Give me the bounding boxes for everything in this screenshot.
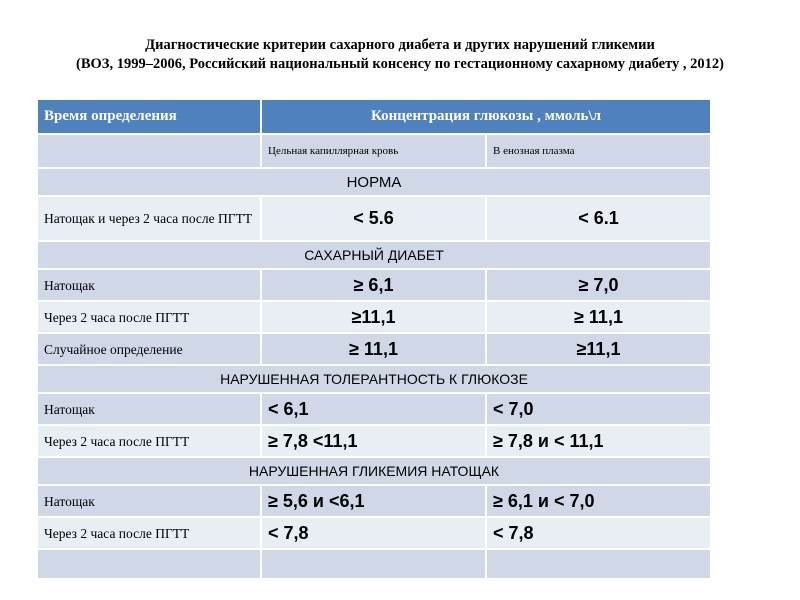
row-label: Натощак — [37, 485, 261, 517]
venous-value: ≥ 7,0 — [486, 269, 711, 301]
table-row — [37, 393, 711, 425]
table-row — [37, 196, 711, 241]
document-title — [40, 36, 760, 74]
capillary-value: ≥ 5,6 и <6,1 — [261, 485, 486, 517]
capillary-value: ≥ 11,1 — [261, 333, 486, 365]
row-label: Натощак — [37, 269, 261, 301]
title-line-1: Диагностические критерии сахарного диабета и других нарушений гликемии — [145, 37, 655, 53]
criteria-table — [36, 98, 712, 580]
section-row — [37, 365, 711, 393]
capillary-value: < 7,8 — [261, 517, 486, 549]
table-row — [37, 333, 711, 365]
capillary-value: < 5.6 — [261, 196, 486, 241]
table-row — [37, 485, 711, 517]
section-title-impaired-tolerance: НАРУШЕННАЯ ТОЛЕРАНТНОСТЬ К ГЛЮКОЗЕ — [37, 365, 711, 393]
row-label: Натощак — [37, 393, 261, 425]
table-row — [37, 269, 711, 301]
title-line-2: (ВОЗ, 1999–2006, Российский национальный консенсу по гестационному сахарному диабету , 2012) — [76, 56, 724, 72]
venous-value: ≥11,1 — [486, 333, 711, 365]
capillary-value: ≥ 6,1 — [261, 269, 486, 301]
subheader-capillary: Цельная капиллярная кровь — [261, 134, 486, 168]
row-label: Случайное определение — [37, 333, 261, 365]
section-title-norm: НОРМА — [37, 168, 711, 196]
empty-cell — [261, 549, 486, 579]
table-row — [37, 301, 711, 333]
capillary-value: < 6,1 — [261, 393, 486, 425]
table-row — [37, 517, 711, 549]
header-concentration: Концентрация глюкозы , ммоль\л — [261, 99, 711, 134]
table-row-empty — [37, 549, 711, 579]
capillary-value: ≥11,1 — [261, 301, 486, 333]
section-row — [37, 241, 711, 269]
empty-cell — [37, 549, 261, 579]
venous-value: < 7,8 — [486, 517, 711, 549]
row-label: Через 2 часа после ПГТТ — [37, 301, 261, 333]
row-label: Через 2 часа после ПГТТ — [37, 425, 261, 457]
venous-value: ≥ 6,1 и < 7,0 — [486, 485, 711, 517]
venous-value: < 6.1 — [486, 196, 711, 241]
section-title-impaired-fasting: НАРУШЕННАЯ ГЛИКЕМИЯ НАТОЩАК — [37, 457, 711, 485]
table-subheader-row — [37, 134, 711, 168]
section-row — [37, 457, 711, 485]
empty-cell — [486, 549, 711, 579]
subheader-empty — [37, 134, 261, 168]
venous-value: ≥ 11,1 — [486, 301, 711, 333]
table-row — [37, 425, 711, 457]
header-time: Время определения — [37, 99, 261, 134]
section-row — [37, 168, 711, 196]
row-label: Натощак и через 2 часа после ПГТТ — [37, 196, 261, 241]
row-label: Через 2 часа после ПГТТ — [37, 517, 261, 549]
venous-value: < 7,0 — [486, 393, 711, 425]
table-header-row — [37, 99, 711, 134]
venous-value: ≥ 7,8 и < 11,1 — [486, 425, 711, 457]
subheader-venous: В енозная плазма — [486, 134, 711, 168]
section-title-diabetes: САХАРНЫЙ ДИАБЕТ — [37, 241, 711, 269]
capillary-value: ≥ 7,8 <11,1 — [261, 425, 486, 457]
